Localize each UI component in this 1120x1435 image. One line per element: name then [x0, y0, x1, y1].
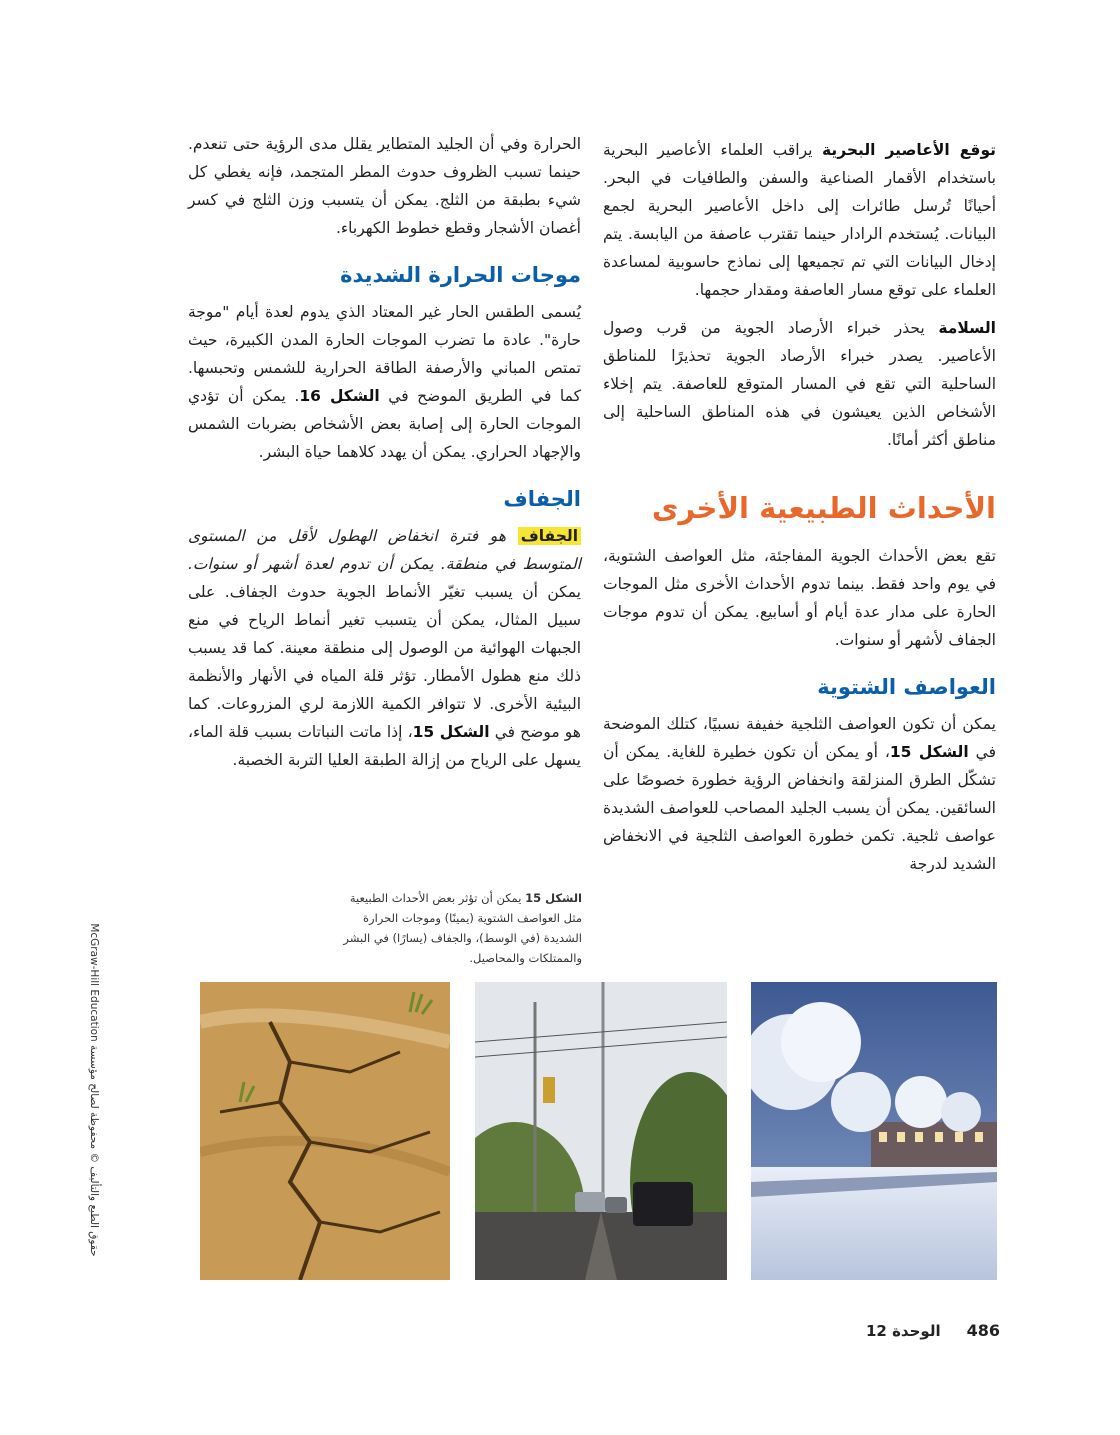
page-footer [866, 1321, 1000, 1340]
paragraph-winter-storms: يمكن أن تكون العواصف الثلجية خفيفة نسبيًا، كتلك الموضحة في الشكل 15، أو يمكن أن تكون خطيرة للغاية. يمكن أن تشكّل الطرق المنزلقة وانخفاض الرؤية خطورة خصوصًا على السائقين. يمكن أن يسبب الجليد المصاحب للعواصف الشديدة عواصف ثلجية. تكمن خطورة العواصف الثلجية في الانخفاض الشديد لدرجة [603, 715, 997, 873]
caption-text: يمكن أن تؤثر بعض الأحداث الطبيعية مثل العواصف الشتوية (يمينًا) وموجات الحرارة الشديدة (في الوسط)، والجفاف (يسارًا) في البشر والممتلكات والمحاصيل. [343, 891, 582, 965]
heading-winter-storms: العواصف الشتوية [817, 675, 996, 699]
term-safety: السلامة [938, 319, 996, 337]
section-heading-other-events: الأحداث الطبيعية الأخرى [651, 491, 996, 525]
figure-ref: الشكل 15 [889, 743, 969, 761]
caption-label: الشكل 15 [525, 891, 582, 905]
paragraph-safety: السلامة يحذر خبراء الأرصاد الجوية من قرب وصول الأعاصير. يصدر خبراء الأرصاد الجوية تحذيرًا للمناطق الساحلية التي تقع في المسار المتوقع للعاصفة. يتم إخلاء الأشخاص الذين يعيشون في هذه المناطق الساحلية إلى مناطق أكثر أمانًا. [603, 319, 996, 449]
copyright-sideline: حقوق الطبع والتأليف © محفوظة لصالح مؤسسة McGraw-Hill Education [88, 923, 100, 1257]
unit-label: الوحدة 12 [865, 1321, 941, 1340]
paragraph-winter-continued: الحرارة وفي أن الجليد المتطاير يقلل مدى الرؤية حتى تنعدم. حينما تسبب الظروف حدوث المطر المتجمد، فإنه يغطي كل شيء بطبقة من الثلج. يمكن أن يتسبب وزن الثلج في كسر أغصان الأشجار وقطع خطوط الكهرباء. [188, 135, 581, 237]
paragraph-other-events: تقع بعض الأحداث الجوية المفاجئة، مثل العواصف الشتوية، في يوم واحد فقط. بينما تدوم الأحداث الأخرى مثل الموجات الحارة على مدار عدة أيام أو أسابيع. يمكن أن تدوم موجات الجفاف لأشهر أو سنوات. [603, 547, 996, 649]
heading-heat-waves: موجات الحرارة الشديدة [340, 263, 581, 287]
definition-drought: هو فترة انخفاض الهطول لأقل من المستوى المتوسط في منطقة. يمكن أن تدوم لعدة أشهر أو سنوات. [188, 527, 581, 573]
figure-ref: الشكل 15 [412, 723, 490, 741]
paragraph-hurricane-forecast: توقع الأعاصير البحرية يراقب العلماء الأعاصير البحرية باستخدام الأقمار الصناعية والسفن والطافيات في البحر. أحيانًا تُرسل طائرات إلى داخل الأعاصير البحرية لجمع البيانات. يُستخدم الرادار حينما تقترب عاصفة من اليابسة. يتم إدخال البيانات التي تم تجميعها إلى نماذج حاسوبية لمساعدة العلماء على توقع مسار العاصفة ومقدار حجمها. [603, 141, 996, 299]
figure-ref: الشكل 16 [299, 387, 380, 405]
highlighted-term-drought: الجفاف [518, 527, 581, 545]
term-hurricane-forecast: توقع الأعاصير البحرية [821, 141, 996, 159]
photo-heat-wave [475, 982, 727, 1280]
left-column [188, 130, 581, 784]
paragraph-drought: الجفاف هو فترة انخفاض الهطول لأقل من المستوى المتوسط في منطقة. يمكن أن تدوم لعدة أشهر أو سنوات. يمكن أن يسبب تغيّر الأنماط الجوية حدوث الجفاف. على سبيل المثال، يمكن أن يتسبب تغير أنماط الرياح في منع الجبهات الهوائية من الوصول إلى منطقة معينة. كما قد يسبب ذلك منع هطول الأمطار. تؤثر قلة المياه في الأنهار والأنظمة البيئية الأخرى. لا تتوافر الكمية اللازمة لري المزروعات. كما هو موضح في الشكل 15، إذا ماتت النباتات بسبب قلة الماء، يسهل على الرياح من إزالة الطبقة العليا التربة الخصبة. [188, 527, 581, 769]
figure-caption [338, 888, 582, 968]
photo-drought [200, 982, 450, 1280]
right-column [603, 136, 996, 888]
paragraph-heat-waves: يُسمى الطقس الحار غير المعتاد الذي يدوم لعدة أيام "موجة حارة". عادة ما تضرب الموجات الحارة المدن الكبيرة، حيث تمتص المباني والأرصفة الطاقة الحرارية للشمس وتحبسها. كما في الطريق الموضح في الشكل 16. يمكن أن تؤدي الموجات الحارة إلى إصابة بعض الأشخاص بضربات الشمس والإجهاد الحراري. يمكن أن يهدد كلاهما حياة البشر. [188, 303, 581, 461]
page-number: 486 [966, 1321, 1000, 1340]
heading-drought: الجفاف [503, 487, 581, 511]
photo-winter-storm [751, 982, 997, 1280]
